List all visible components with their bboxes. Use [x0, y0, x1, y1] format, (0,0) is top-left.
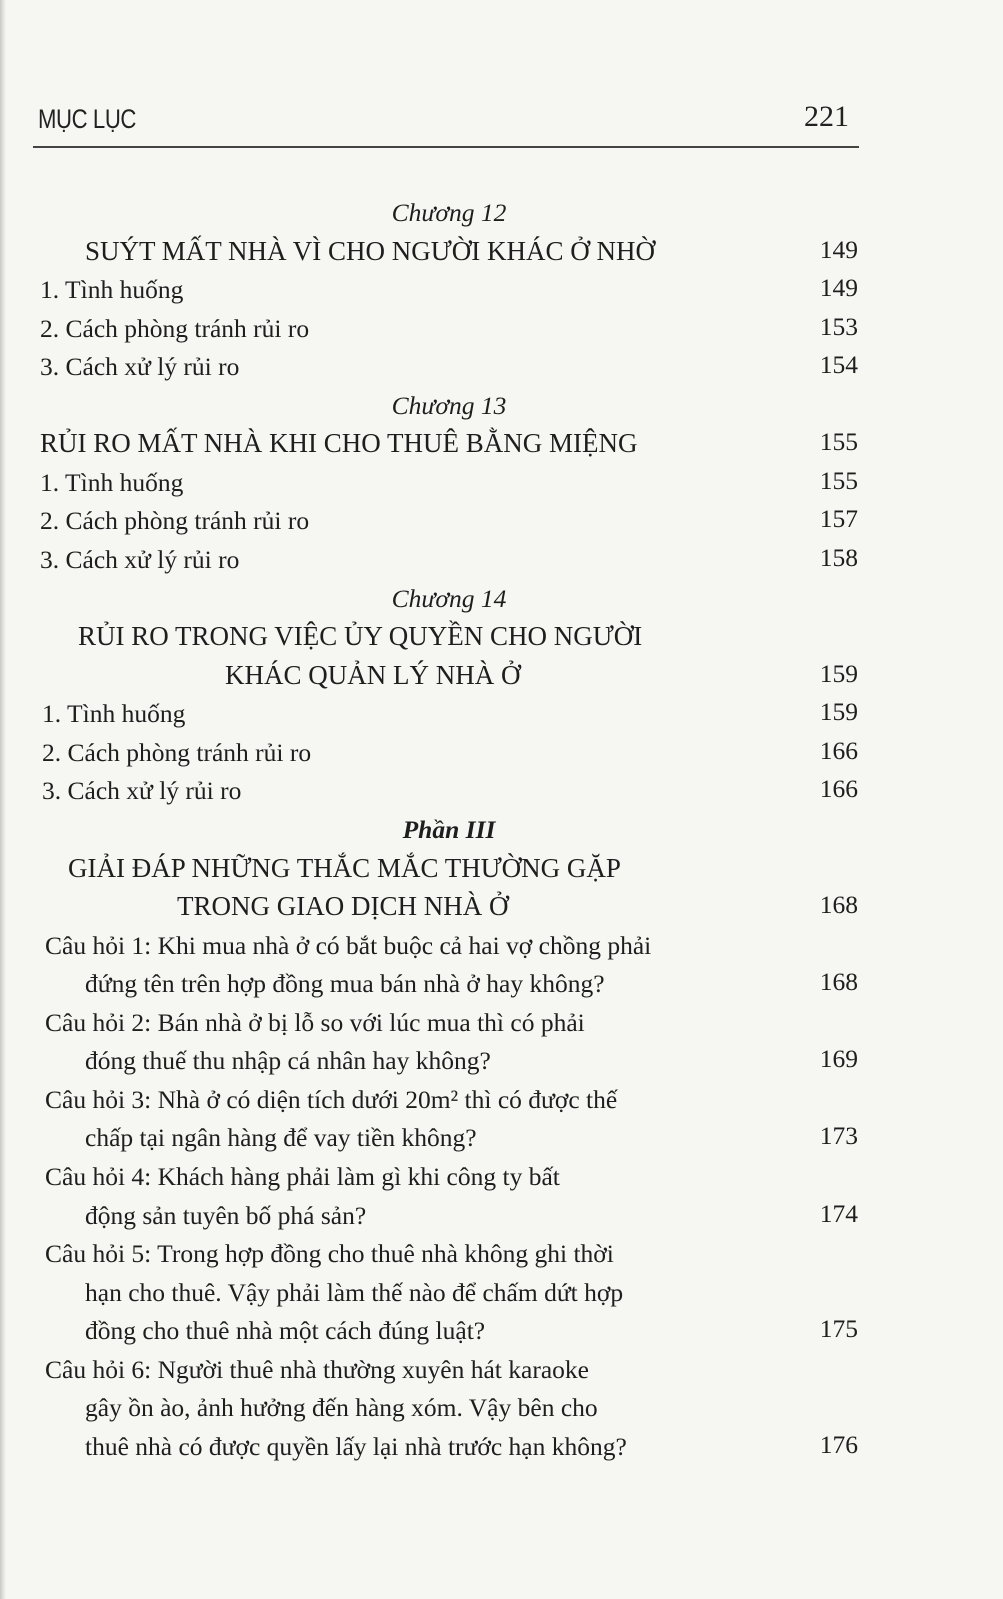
- toc-entry: [40, 540, 858, 579]
- toc-entry: [40, 1350, 858, 1389]
- toc-entry: [40, 1234, 858, 1273]
- entry-text: KHÁC QUẢN LÝ NHÀ Ở: [225, 659, 521, 690]
- entry-text: Phần III: [402, 814, 496, 844]
- toc-entry: [40, 733, 858, 772]
- entry-text: 2. Cách phòng tránh rủi ro: [40, 313, 310, 343]
- header-rule: [33, 146, 859, 148]
- entry-text: gây ồn ào, ảnh hưởng đến hàng xóm. Vậy bên cho: [85, 1393, 598, 1423]
- entry-text: Câu hỏi 3: Nhà ở có diện tích dưới 20m² thì có được thế: [45, 1084, 618, 1114]
- section-title: [40, 656, 858, 695]
- entry-text: Chương 12: [391, 198, 507, 227]
- chapter-heading: [40, 579, 858, 618]
- entry-text: Câu hỏi 6: Người thuê nhà thường xuyên hát karaoke: [45, 1354, 589, 1384]
- entry-text: đóng thuế thu nhập cá nhân hay không?: [85, 1046, 491, 1076]
- entry-text: Câu hỏi 1: Khi mua nhà ở có bắt buộc cả hai vợ chồng phải: [45, 930, 652, 960]
- entry-page-number: 149: [819, 273, 858, 303]
- entry-text: động sản tuyên bố phá sản?: [85, 1200, 367, 1230]
- section-title: [40, 424, 858, 463]
- toc-entry: [40, 1118, 858, 1157]
- entry-page-number: 154: [819, 350, 858, 380]
- part-heading: [40, 810, 858, 849]
- entry-page-number: 158: [819, 543, 858, 573]
- entry-text: GIẢI ĐÁP NHỮNG THẮC MẮC THƯỜNG GẶP: [68, 852, 621, 883]
- entry-text: 3. Cách xử lý rủi ro: [40, 545, 240, 575]
- entry-page-number: 168: [819, 890, 858, 920]
- entry-page-number: 149: [819, 234, 858, 264]
- entry-text: chấp tại ngân hàng để vay tiền không?: [85, 1123, 477, 1153]
- entry-text: đứng tên trên hợp đồng mua bán nhà ở hay không?: [85, 969, 605, 999]
- entry-text: Câu hỏi 5: Trong hợp đồng cho thuê nhà không ghi thời: [45, 1239, 614, 1269]
- entry-text: RỦI RO TRONG VIỆC ỦY QUYỀN CHO NGƯỜI: [78, 621, 643, 652]
- page-number: 221: [804, 100, 849, 133]
- toc-entry: [40, 270, 858, 309]
- section-title: [40, 887, 858, 926]
- toc-entry: [40, 1311, 858, 1350]
- entry-text: hạn cho thuê. Vậy phải làm thế nào để chấm dứt hợp: [85, 1277, 624, 1307]
- entry-text: SUÝT MẤT NHÀ VÌ CHO NGƯỜI KHÁC Ở NHỜ: [85, 235, 655, 266]
- toc-entry: [40, 771, 858, 810]
- entry-text: RỦI RO MẤT NHÀ KHI CHO THUÊ BẰNG MIỆNG: [40, 428, 638, 459]
- entry-text: 1. Tình huống: [40, 275, 184, 305]
- entry-text: TRONG GIAO DỊCH NHÀ Ở: [177, 891, 509, 922]
- entry-page-number: 175: [819, 1314, 858, 1344]
- entry-text: 1. Tình huống: [40, 467, 184, 497]
- entry-page-number: 168: [819, 967, 858, 997]
- entry-page-number: 166: [819, 735, 858, 765]
- entry-page-number: 176: [819, 1429, 858, 1459]
- entry-text: Câu hỏi 2: Bán nhà ở bị lỗ so với lúc mua thì có phải: [45, 1007, 585, 1037]
- entry-text: Câu hỏi 4: Khách hàng phải làm gì khi công ty bất: [45, 1162, 560, 1191]
- entry-text: 3. Cách xử lý rủi ro: [42, 776, 242, 806]
- toc-entry: [40, 1157, 858, 1196]
- toc-entry: [40, 1196, 858, 1235]
- chapter-heading: [40, 193, 858, 232]
- toc-entry: [40, 1080, 858, 1119]
- entry-text: 3. Cách xử lý rủi ro: [40, 352, 240, 382]
- toc-entry: [40, 309, 858, 348]
- toc-entry: [40, 1427, 858, 1466]
- entry-page-number: 153: [819, 311, 858, 341]
- section-title: [40, 617, 858, 656]
- entry-text: Chương 14: [391, 583, 507, 613]
- toc-entry: [40, 1003, 858, 1042]
- section-title: [40, 849, 858, 888]
- toc-entry: [40, 463, 858, 502]
- entry-page-number: 174: [819, 1198, 858, 1228]
- entry-text: thuê nhà có được quyền lấy lại nhà trước hạn không?: [85, 1431, 627, 1461]
- entry-page-number: 157: [819, 504, 858, 534]
- entry-page-number: 169: [819, 1044, 858, 1074]
- toc-entry: [40, 1041, 858, 1080]
- toc-entry: [40, 501, 858, 540]
- running-header-title: MỤC LỤC: [38, 104, 137, 134]
- entry-text: đồng cho thuê nhà một cách đúng luật?: [85, 1316, 486, 1346]
- entry-page-number: 159: [819, 658, 858, 688]
- entry-page-number: 166: [819, 774, 858, 804]
- toc-entry: [40, 964, 858, 1003]
- toc-entry: [40, 347, 858, 386]
- toc-entry: [40, 1388, 858, 1427]
- toc-entry: [40, 694, 858, 733]
- page-edge-shadow: [0, 0, 6, 1599]
- chapter-heading: [40, 386, 858, 425]
- entry-text: Chương 13: [391, 390, 507, 420]
- toc-entry: [40, 926, 858, 965]
- entry-text: 2. Cách phòng tránh rủi ro: [42, 737, 312, 767]
- entry-text: 1. Tình huống: [42, 699, 186, 729]
- entry-page-number: 155: [819, 465, 858, 495]
- entry-text: 2. Cách phòng tránh rủi ro: [40, 506, 310, 536]
- entry-page-number: 155: [819, 427, 858, 457]
- toc-entry: [40, 1273, 858, 1312]
- entry-page-number: 159: [819, 697, 858, 727]
- entry-page-number: 173: [819, 1121, 858, 1151]
- section-title: [40, 232, 858, 271]
